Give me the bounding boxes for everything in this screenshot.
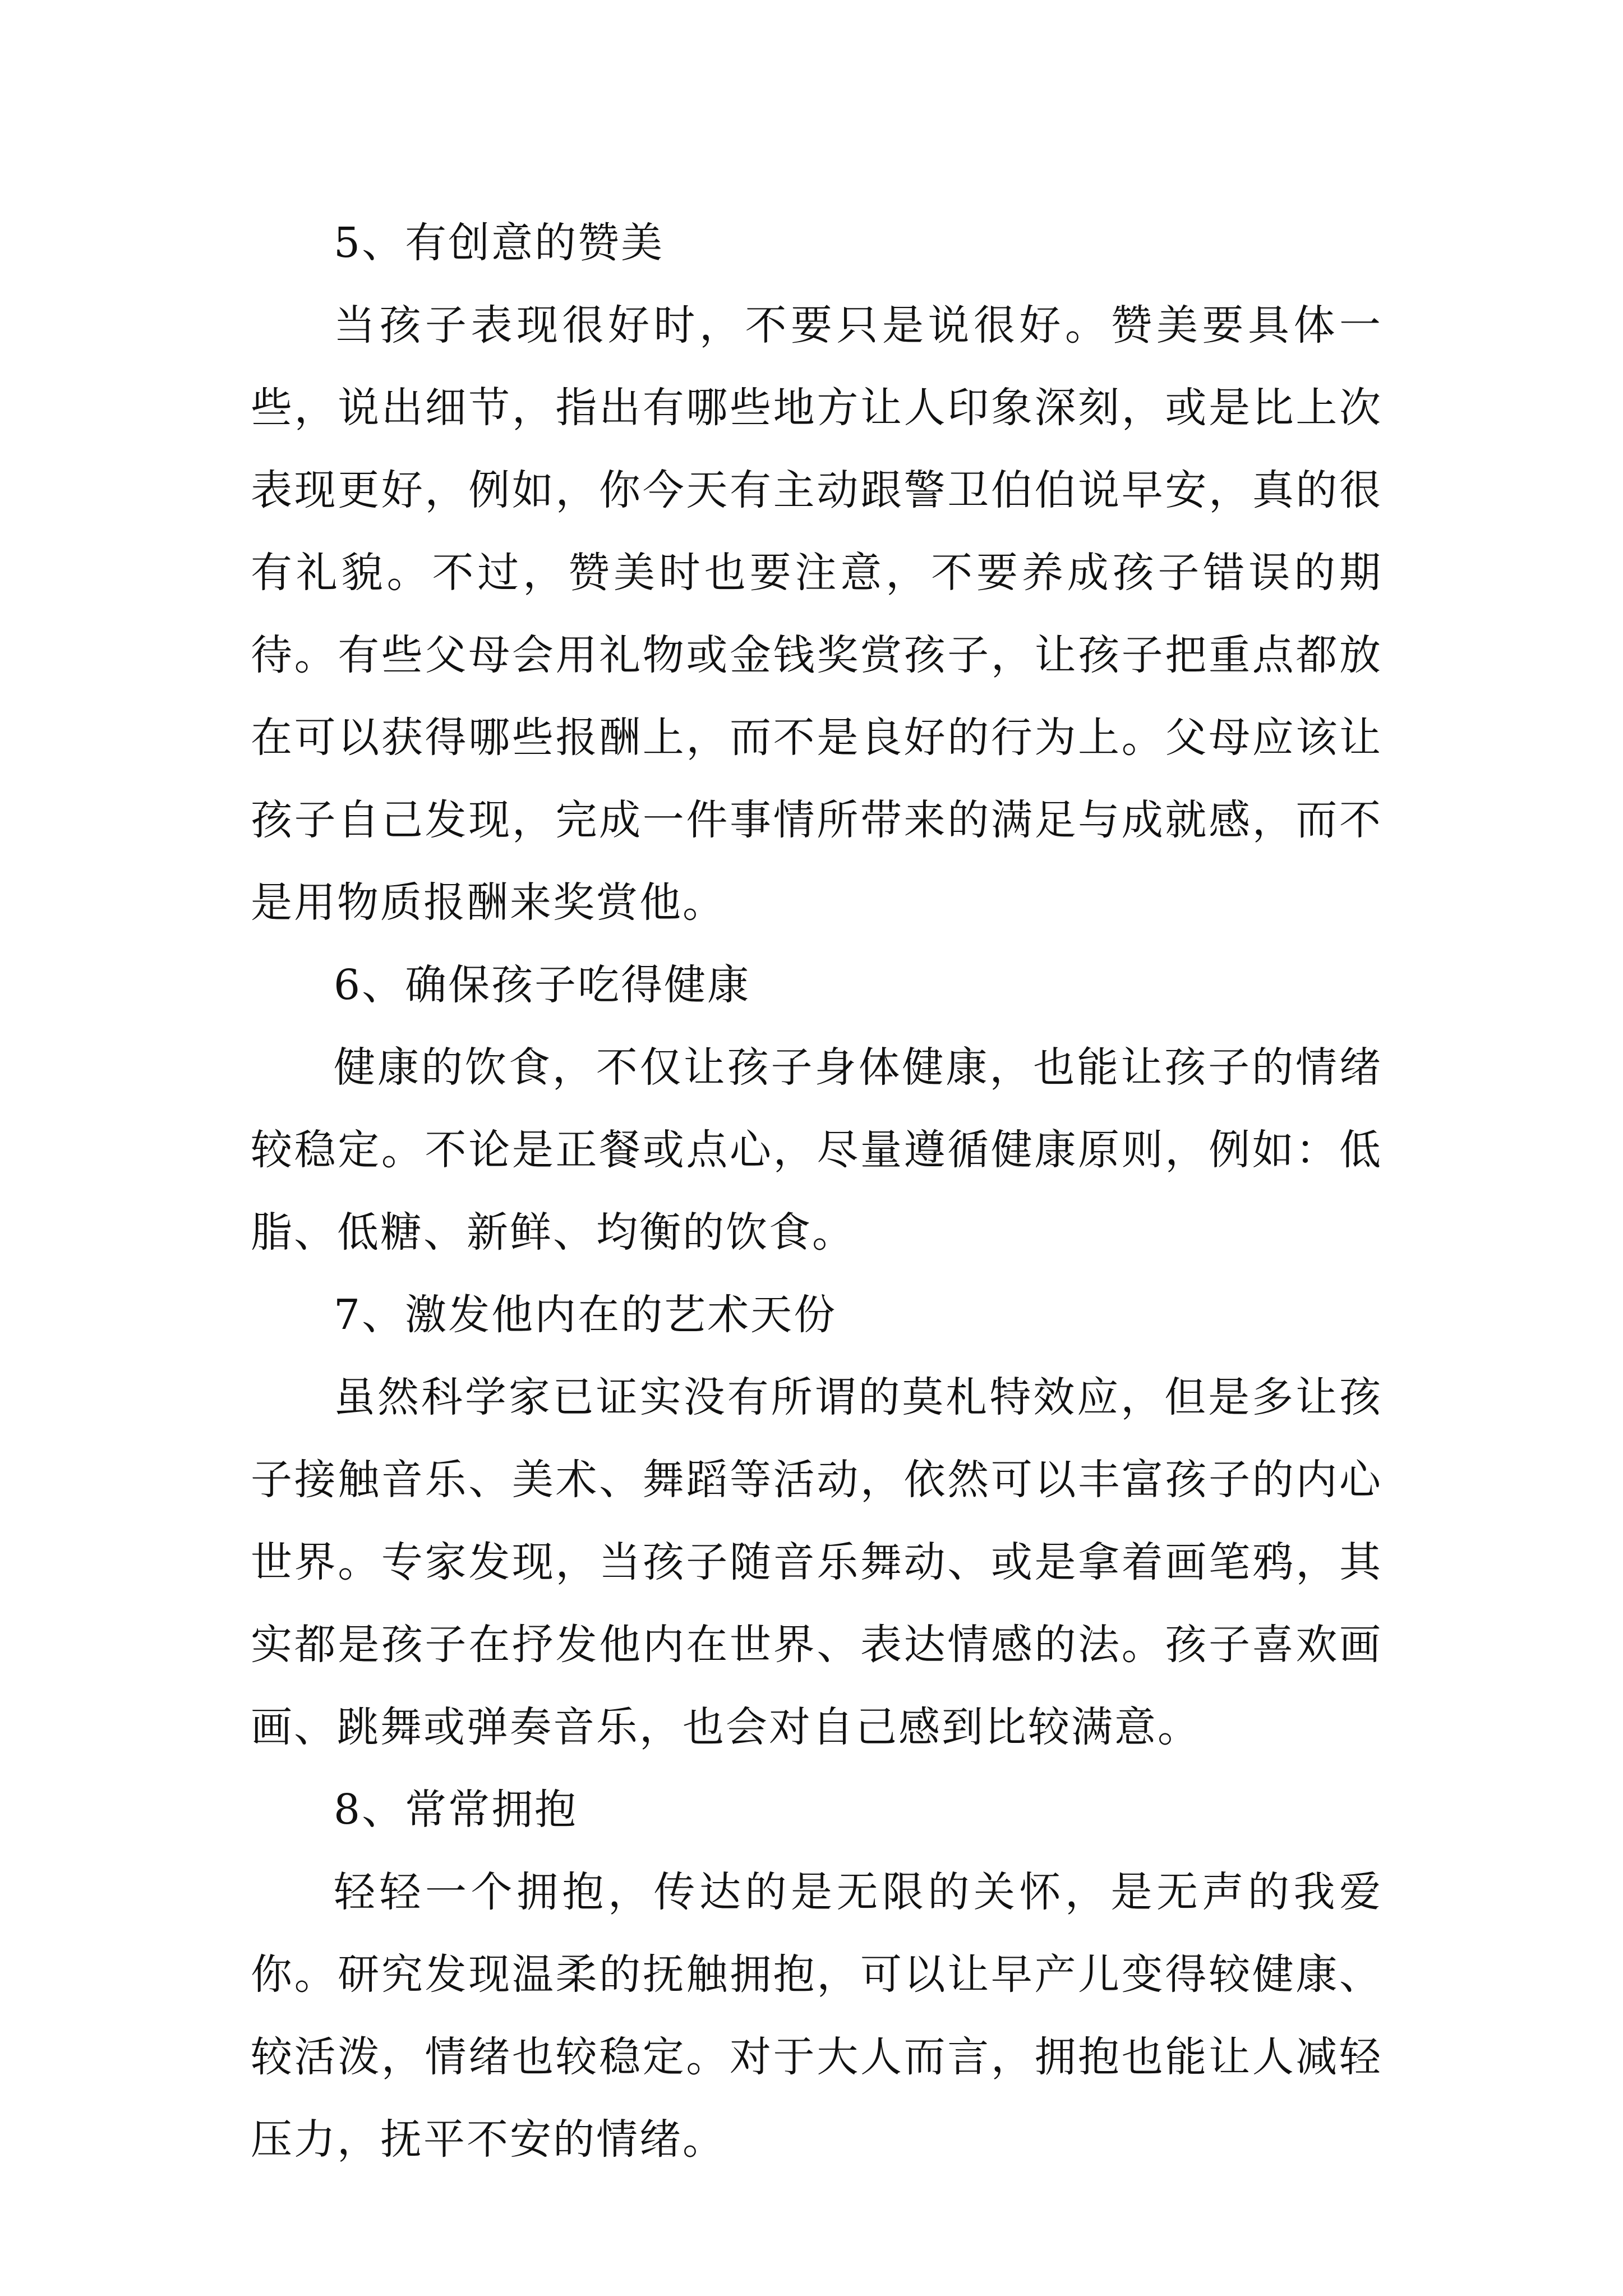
paragraph-healthy-eating: 健康的饮食，不仅让孩子身体健康，也能让孩子的情绪较稳定。不论是正餐或点心，尽量遵循健康原则，例如：低脂、低糖、新鲜、均衡的饮食。: [251, 1043, 1382, 1257]
heading-hugging: 8、常常拥抱: [334, 1786, 578, 1834]
heading-artistic-talent: 7、激发他内在的艺术天份: [334, 1291, 837, 1339]
heading-praise: 5、有创意的赞美: [334, 219, 665, 267]
heading-healthy-eating: 6、确保孩子吃得健康: [334, 961, 751, 1009]
paragraph-praise: 当孩子表现很好时，不要只是说很好。赞美要具体一些，说出细节，指出有哪些地方让人印象深刻，或是比上次表现更好，例如，你今天有主动跟警卫伯伯说早安，真的很有礼貌。不过，赞美时也要注意，不要养成孩子错误的期待。有些父母会用礼物或金钱奖赏孩子，让孩子把重点都放在可以获得哪些报酬上，而不是良好的行为上。父母应该让孩子自己发现，完成一件事情所带来的满足与成就感，而不是用物质报酬来奖赏他。: [251, 301, 1382, 927]
document-body: [251, 202, 1382, 2181]
paragraph-hugging: 轻轻一个拥抱，传达的是无限的关怀，是无声的我爱你。研究发现温柔的抚触拥抱，可以让早产儿变得较健康、较活泼，情绪也较稳定。对于大人而言，拥抱也能让人减轻压力，抚平不安的情绪。: [251, 1868, 1382, 2164]
paragraph-artistic-talent: 虽然科学家已证实没有所谓的莫札特效应，但是多让孩子接触音乐、美术、舞蹈等活动，依然可以丰富孩子的内心世界。专家发现，当孩子随音乐舞动、或是拿着画笔鸦，其实都是孩子在抒发他内在世界、表达情感的法。孩子喜欢画画、跳舞或弹奏音乐，也会对自己感到比较满意。: [251, 1373, 1382, 1751]
